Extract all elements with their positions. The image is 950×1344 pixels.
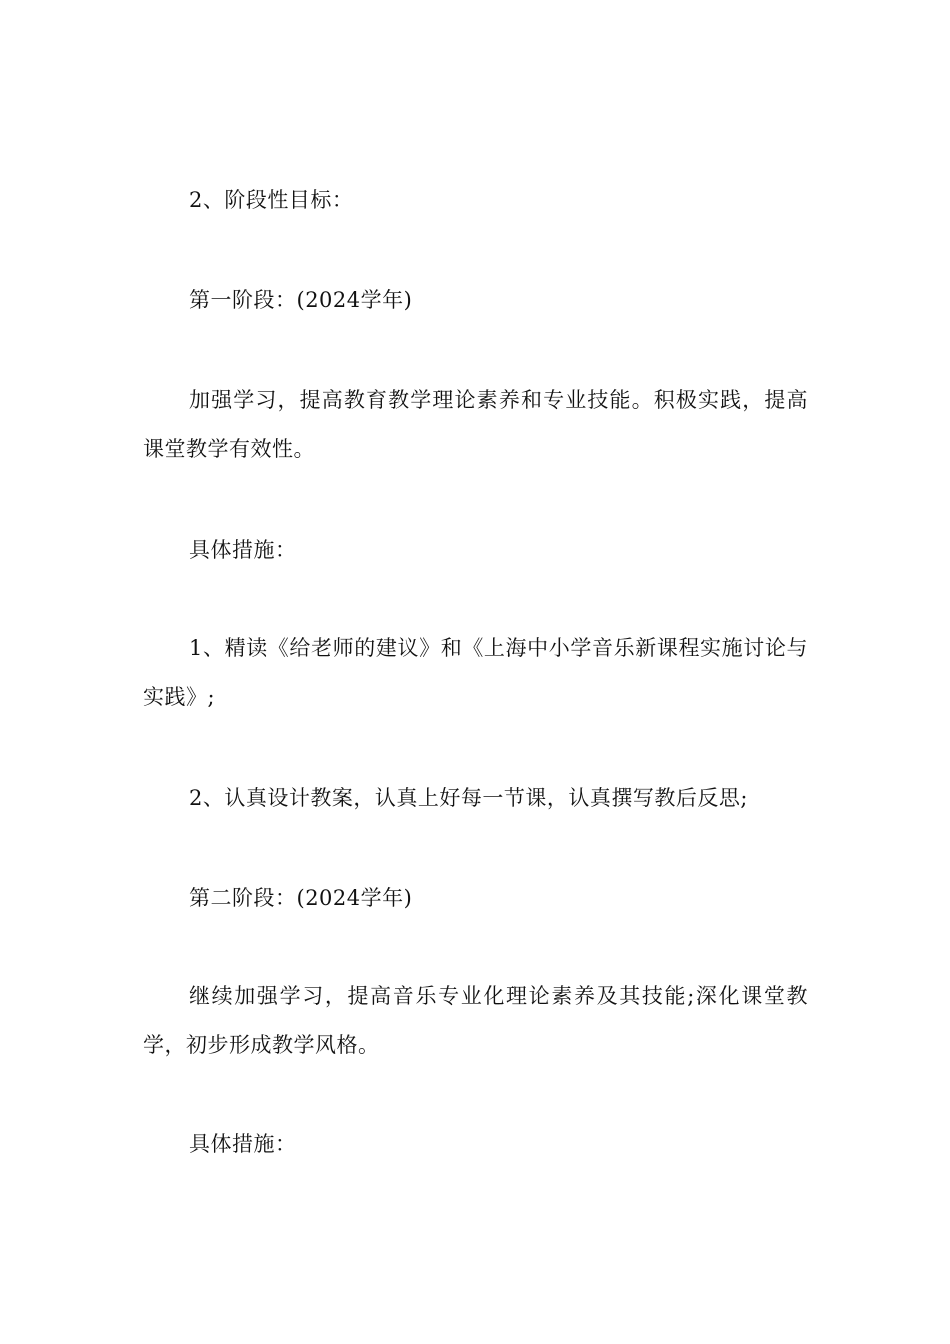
stage-two-heading: 第二阶段：(2024学年) xyxy=(189,886,413,910)
measures-heading: 具体措施： xyxy=(189,538,297,562)
measure-item-2: 2、认真设计教案，认真上好每一节课，认真撰写教后反思; xyxy=(189,786,748,810)
measures-heading-2: 具体措施： xyxy=(189,1132,297,1156)
stage-one-description: 加强学习，提高教育教学理论素养和专业技能。积极实践，提高课堂教学有效性。 xyxy=(143,388,808,461)
stage-one-heading: 第一阶段：(2024学年) xyxy=(189,288,413,312)
stage-two-description: 继续加强学习，提高音乐专业化理论素养及其技能;深化课堂教学，初步形成教学风格。 xyxy=(143,984,808,1057)
measure-item-1: 1、精读《给老师的建议》和《上海中小学音乐新课程实施讨论与实践》; xyxy=(143,636,808,709)
goal-heading: 2、阶段性目标： xyxy=(189,188,354,212)
